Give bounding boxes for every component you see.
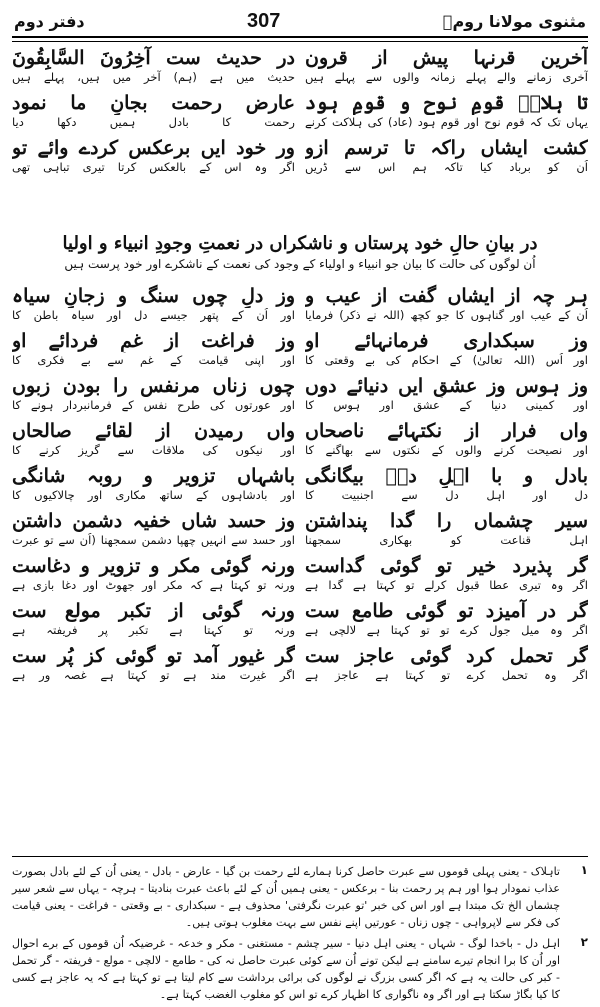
verse-line: عارض رحمت بجانِ ما نمود — [12, 92, 295, 114]
verse-line: گر در آمیزد تو گوئی طامع ست — [305, 600, 588, 622]
couplet — [305, 509, 588, 549]
couplet — [305, 554, 588, 594]
verse-translation: اور حسد سے انہیں چھپا دشمن سمجھنا (اُن سے تو عبرت — [12, 533, 295, 547]
couplet — [305, 284, 588, 324]
verse-line: ورنہ گوئی از تکبر مولع ست — [12, 600, 295, 622]
verse-translation: اگر وہ اس کے بالعکس کرتا تیری تباہی تھی — [12, 160, 295, 174]
verse-line: ور خود ایں برعکس کردے وائے تو — [12, 137, 295, 159]
verse-line: ورنہ گوئی مکر و تزویر و دغاست — [12, 555, 295, 577]
verse-line: وز ہوس وز عشقِ ایں دنیائے دوں — [305, 375, 588, 397]
couplet — [305, 374, 588, 414]
verse-line: بادل و با اہلِ دلؔ بیگانگی — [305, 465, 588, 487]
verse-line: وز سبکداری فرمانہائے او — [305, 330, 588, 352]
footnote — [12, 863, 588, 931]
couplet — [305, 599, 588, 639]
couplet — [12, 91, 295, 131]
book-title: مثنوی مولانا رومؒ — [442, 11, 586, 31]
verse-translation: اور اُن کے پتھر جیسے دل اور سیاہ باطن کا — [12, 308, 295, 322]
verse-translation: اہل قناعت کو بھکاری سمجھنا — [305, 533, 588, 547]
verse-line: در حدیث ست آخِرُونَ السَّابِقُونَ — [12, 47, 295, 69]
verse-translation: اُن کو برباد کیا تاکہ ہم اس سے ڈریں — [305, 160, 588, 174]
verse-line: ہر چہ از ایشاں گفت از عیب و — [305, 285, 588, 307]
couplet — [12, 284, 295, 324]
couplet — [305, 329, 588, 369]
section-title: در بیانِ حالِ خود پرستاں و ناشکراں در نعمتِ وجودِ انبیاء و اولیا — [62, 233, 538, 254]
verse-translation: اور اُس (اللہ تعالیٰ) کے احکام کی بے وقعتی کا — [305, 353, 588, 367]
verse-translation: اگر غیرت مند ہے تو کہتا ہے غصہ ور ہے — [12, 668, 295, 682]
footnote-marker: ۱ — [580, 863, 588, 877]
verse-translation: حدیث میں ہے (ہم) آخر میں ہیں، پہلے ہیں — [12, 70, 295, 84]
couplet — [12, 419, 295, 459]
couplet — [305, 91, 588, 131]
verse-line: واں رمیدن از لقائے صالحاں — [12, 420, 295, 442]
couplet — [12, 374, 295, 414]
verse-line: گر غیور آمد تو گوئی کز پُر ست — [12, 645, 295, 667]
couplet — [305, 644, 588, 684]
verse-translation: اگر وہ تحمل کرے تو کہتا ہے عاجز ہے — [305, 668, 588, 682]
footnote-marker: ۲ — [580, 935, 588, 949]
verse-translation: آخری زمانے والے پہلے زمانہ والوں سے پہلے ہیں — [305, 70, 588, 84]
verse-line: وز فراغت از غمِ فردائے او — [12, 330, 295, 352]
couplet — [12, 46, 295, 86]
verse-translation: دل اور اہل دل سے اجنبیت کا — [305, 488, 588, 502]
verse-line: گر پذیرد خیر تو گوئی گداست — [305, 555, 588, 577]
top-verses — [12, 46, 588, 181]
verse-translation: اگر وہ میل جول کرے تو تو کہتا ہے لالچی ہے — [305, 623, 588, 637]
footnote-text: تاہلاک - یعنی پہلی قوموں سے عبرت حاصل کرنا ہمارے لئے رحمت بن گیا - عارض - بادل - یعنی اُن کے لئے بادل بصورت عذاب نمودار ہوا اور ہم پر رحمت بنا - برعکس - یعنی ہمیں اُن کے لئے باعث عبرت بنادیتا - ہرچہ - یہاں سے شعر سیر چشماں الخ تک مبتدا ہے اور اس کی خبر 'تو عبرت نگرفتی' محذوف ہے - سبکداری - بے وقعتی - فراغت - یعنی قیامت کی فکر سے لاپرواہی - چوں زناں - عورتیں اپنے نفس سے بہت مغلوب ہوتی ہیں۔ — [12, 865, 560, 929]
verse-translation: اور بادشاہوں کے ساتھ مکاری اور چالاکیوں کا — [12, 488, 295, 502]
couplet — [12, 554, 295, 594]
main-verses — [12, 284, 588, 689]
couplet — [305, 46, 588, 86]
verse-line: کشت ایشاں راکہ تا ترسم ازو — [305, 137, 588, 159]
couplet — [305, 464, 588, 504]
couplet — [12, 329, 295, 369]
verse-line: تا ہلاکؔ قومِ نوح و قومِ ہود — [305, 92, 588, 114]
footnote-text: اہل دل - باخدا لوگ - شہاں - یعنی اہل دنیا - سیر چشم - مستغنی - مکر و خدعہ - غرضیکہ اُن قوموں کے برے احوال اور اُن کا برا انجام تیرے سامنے ہے لیکن تونے اُن سے کوئی عبرت حاصل نہ کی - طامع - لالچی - مولع - فریفتہ - گر تحمل - کبر کی حالت یہ ہے کہ اگر کسی بزرگ نے لوگوں کی برائی برداشت سے کام لیتا ہے تو کہتا ہے کہ یہ عاجز ہے کسی کا کیا بگاڑ سکتا ہے اور اگر وہ ناگواری کا اظہار کرے تو اس کو مغلوب الغضب کہتا ہے۔ — [12, 937, 560, 1001]
verse-translation: یہاں تک کہ قوم نوح اور قوم ہود (عاد) کی ہلاکت کرنے — [305, 115, 588, 129]
header-rule — [12, 36, 588, 42]
verse-line: چوں زناں مرنفس را بودن زبوں — [12, 375, 295, 397]
couplet — [12, 599, 295, 639]
verse-translation: رحمت کا بادل ہمیں دکھا دیا — [12, 115, 295, 129]
verse-translation: اُن کے عیب اور گناہوں کا جو کچھ (اللہ نے ذکر) فرمایا — [305, 308, 588, 322]
couplet — [12, 644, 295, 684]
left-column — [12, 284, 295, 689]
footnote — [12, 935, 588, 1003]
footnotes — [12, 856, 588, 1007]
verse-translation: اور کمینی دنیا کے عشق اور ہوس کا — [305, 398, 588, 412]
verse-translation: اگر وہ تیری عطا قبول کرلے تو کہتا ہے گدا ہے — [305, 578, 588, 592]
verse-translation: اور اپنی قیامت کے غم سے بے فکری کا — [12, 353, 295, 367]
right-column — [305, 284, 588, 689]
couplet — [12, 136, 295, 176]
verse-line: واں فرار از نکتہائے ناصحاں — [305, 420, 588, 442]
couplet — [305, 136, 588, 176]
verse-line: گر تحمل کرد گوئی عاجز ست — [305, 645, 588, 667]
left-column — [12, 46, 295, 181]
verse-translation: ورنہ تو کہتا ہے تکبر پر فریفتہ ہے — [12, 623, 295, 637]
page-number: 307 — [247, 9, 281, 32]
verse-translation: اور نصیحت کرنے والوں کے نکتوں سے بھاگنے کا — [305, 443, 588, 457]
section-heading — [12, 232, 588, 278]
verse-translation: ورنہ تو کہتا ہے کہ مکر اور جھوٹ اور دغا بازی ہے — [12, 578, 295, 592]
verse-line: وز حسد شاں خفیہ دشمن داشتن — [12, 510, 295, 532]
couplet — [12, 509, 295, 549]
verse-translation: اور نیکوں کی ملاقات سے گریز کرنے کا — [12, 443, 295, 457]
volume-label: دفتر دوم — [14, 11, 85, 31]
verse-line: آخرین قرنہا پیش از قرون — [305, 47, 588, 69]
verse-translation: اور عورتوں کی طرح نفس کے فرمانبردار ہونے کا — [12, 398, 295, 412]
verse-line: وز دلِ چوں سنگ و زجانِ سیاہ — [12, 285, 295, 307]
couplet — [12, 464, 295, 504]
verse-line: سیر چشماں را گدا پنداشتن — [305, 510, 588, 532]
page-header — [14, 6, 586, 36]
couplet — [305, 419, 588, 459]
verse-line: باشہاں تزویر و روبہ شانگی — [12, 465, 295, 487]
section-title-translation: اُن لوگوں کی حالت کا بیان جو انبیاء و اولیاء کے وجود کی نعمت کے ناشکرے اور خود پرست ہیں — [64, 257, 536, 271]
right-column — [305, 46, 588, 181]
